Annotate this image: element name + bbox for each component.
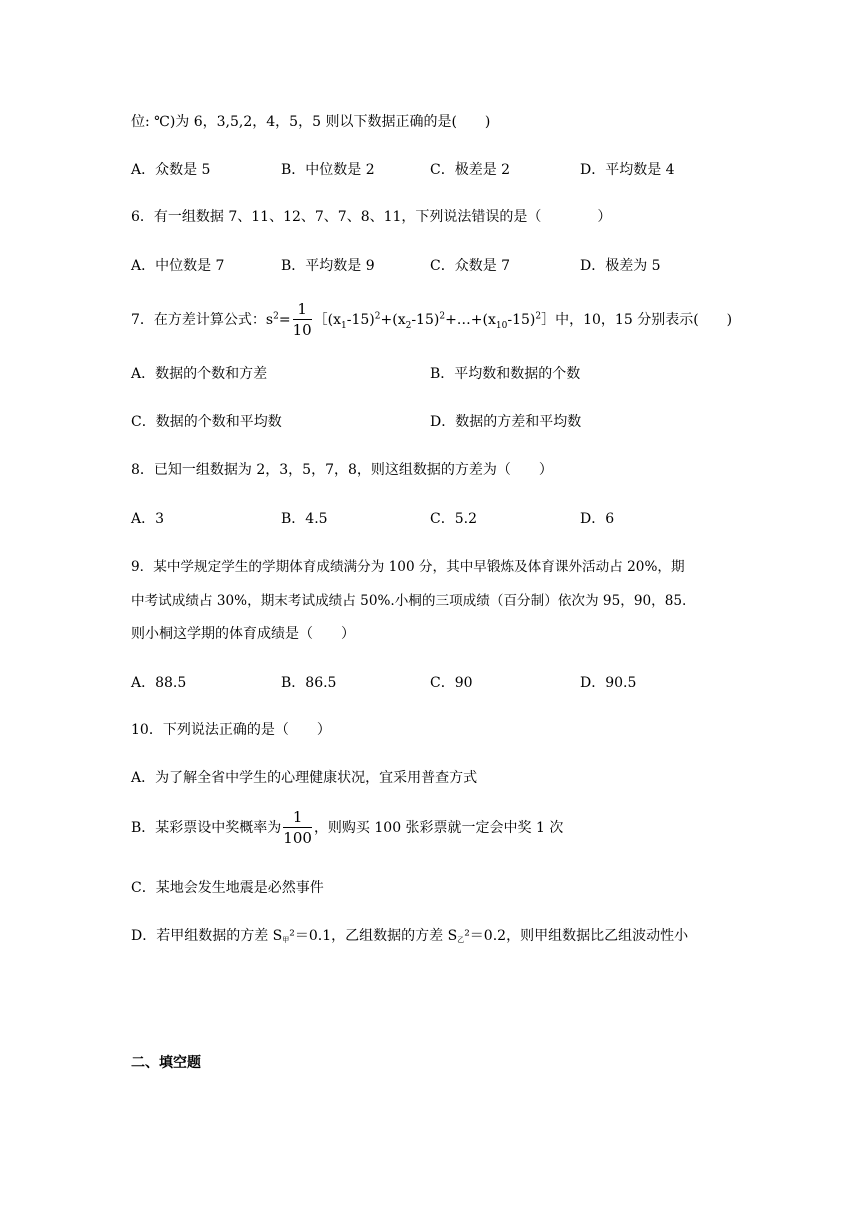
question-7-formula-f: -15) xyxy=(507,312,536,328)
question-7-prefix: 7．在方差计算公式：s xyxy=(131,312,274,328)
question-7-option-d: D．数据的方差和平均数 xyxy=(430,414,582,430)
question-7-stem xyxy=(131,298,732,342)
question-5-option-d: D．平均数是 4 xyxy=(580,162,675,178)
question-9-line-1: 9．某中学规定学生的学期体育成绩满分为 100 分，其中早锻炼及体育课外活动占 20%，期 xyxy=(131,559,685,575)
question-9-line-2: 中考试成绩占 30%，期末考试成绩占 50%.小桐的三项成绩（百分制）依次为 95，90，85. xyxy=(131,593,687,609)
question-10-option-b-prefix: B．某彩票设中奖概率为 xyxy=(131,820,282,836)
question-10-option-a: A．为了解全省中学生的心理健康状况，宜采用普查方式 xyxy=(131,770,478,786)
question-7-suffix: ］中，10，15 分别表示( ) xyxy=(541,312,733,328)
question-10-option-b-numerator: 1 xyxy=(283,810,312,828)
question-10-option-d-c: ²＝0.2，则甲组数据比乙组波动性小 xyxy=(464,928,689,944)
question-7-equals: = xyxy=(278,312,291,328)
question-7-sub-2: 2 xyxy=(405,320,412,331)
question-8-option-c: C．5.2 xyxy=(430,511,477,527)
question-10-option-b-suffix: ，则购买 100 张彩票就一定会中奖 1 次 xyxy=(313,820,564,836)
question-9-option-a: A．88.5 xyxy=(131,675,187,691)
question-7-formula-a: ［(x xyxy=(313,312,342,328)
question-10-option-d-sub-jia: 甲 xyxy=(282,936,290,944)
question-5-option-b: B．中位数是 2 xyxy=(281,162,375,178)
question-7-fraction-numerator: 1 xyxy=(293,302,312,320)
question-5-option-a: A．众数是 5 xyxy=(131,162,211,178)
question-9-line-3: 则小桐这学期的体育成绩是（ ） xyxy=(131,626,355,642)
section-heading-fill-in: 二、填空题 xyxy=(131,1055,201,1071)
question-7-fraction xyxy=(293,302,312,338)
question-10-option-d-a: D．若甲组数据的方差 S xyxy=(131,928,283,944)
question-10-option-b xyxy=(131,806,563,850)
question-7-fraction-denominator: 10 xyxy=(292,321,312,339)
question-5-option-c: C．极差是 2 xyxy=(430,162,511,178)
question-6-option-d: D．极差为 5 xyxy=(580,258,661,274)
question-7-sup-3: 2 xyxy=(535,311,542,322)
question-7-option-b: B．平均数和数据的个数 xyxy=(430,366,581,382)
question-7-formula-d: -15) xyxy=(411,312,440,328)
question-8-option-d: D．6 xyxy=(580,511,615,527)
question-7-sup-1: 2 xyxy=(374,311,381,322)
question-7-formula-c: +(x xyxy=(380,312,406,328)
question-10-option-b-fraction xyxy=(283,810,312,846)
question-9-option-d: D．90.5 xyxy=(580,675,637,691)
question-7-sub-3: 10 xyxy=(495,320,508,331)
question-7-option-c: C．数据的个数和平均数 xyxy=(131,414,282,430)
question-6-option-b: B．平均数是 9 xyxy=(281,258,375,274)
question-10-option-d xyxy=(131,926,688,948)
question-6-stem: 6．有一组数据 7、11、12、7、7、8、11，下列说法错误的是（ ） xyxy=(131,209,612,225)
question-7-sub-1: 1 xyxy=(341,320,347,331)
question-9-option-c: C．90 xyxy=(430,675,473,691)
question-7-sup-2: 2 xyxy=(439,311,446,322)
question-7-option-a: A．数据的个数和方差 xyxy=(131,366,268,382)
question-7-formula-b: -15) xyxy=(346,312,375,328)
question-6-option-c: C．众数是 7 xyxy=(430,258,511,274)
question-6-option-a: A．中位数是 7 xyxy=(131,258,225,274)
question-5-stem: 位: ℃)为 6，3,5,2，4，5，5 则以下数据正确的是( ) xyxy=(131,114,491,130)
question-10-option-d-b: ²＝0.1，乙组数据的方差 S xyxy=(289,928,458,944)
question-10-option-d-sub-yi: 乙 xyxy=(457,936,465,944)
question-10-stem: 10．下列说法正确的是（ ） xyxy=(131,722,331,738)
question-8-option-a: A．3 xyxy=(131,511,165,527)
question-9-option-b: B．86.5 xyxy=(281,675,337,691)
question-10-option-c: C．某地会发生地震是必然事件 xyxy=(131,880,324,896)
question-7-square: 2 xyxy=(273,311,279,322)
question-8-stem: 8．已知一组数据为 2，3，5，7，8，则这组数据的方差为（ ） xyxy=(131,462,553,478)
question-8-option-b: B．4.5 xyxy=(281,511,328,527)
question-10-option-b-denominator: 100 xyxy=(283,829,312,847)
question-7-formula-e: +…+(x xyxy=(445,312,496,328)
